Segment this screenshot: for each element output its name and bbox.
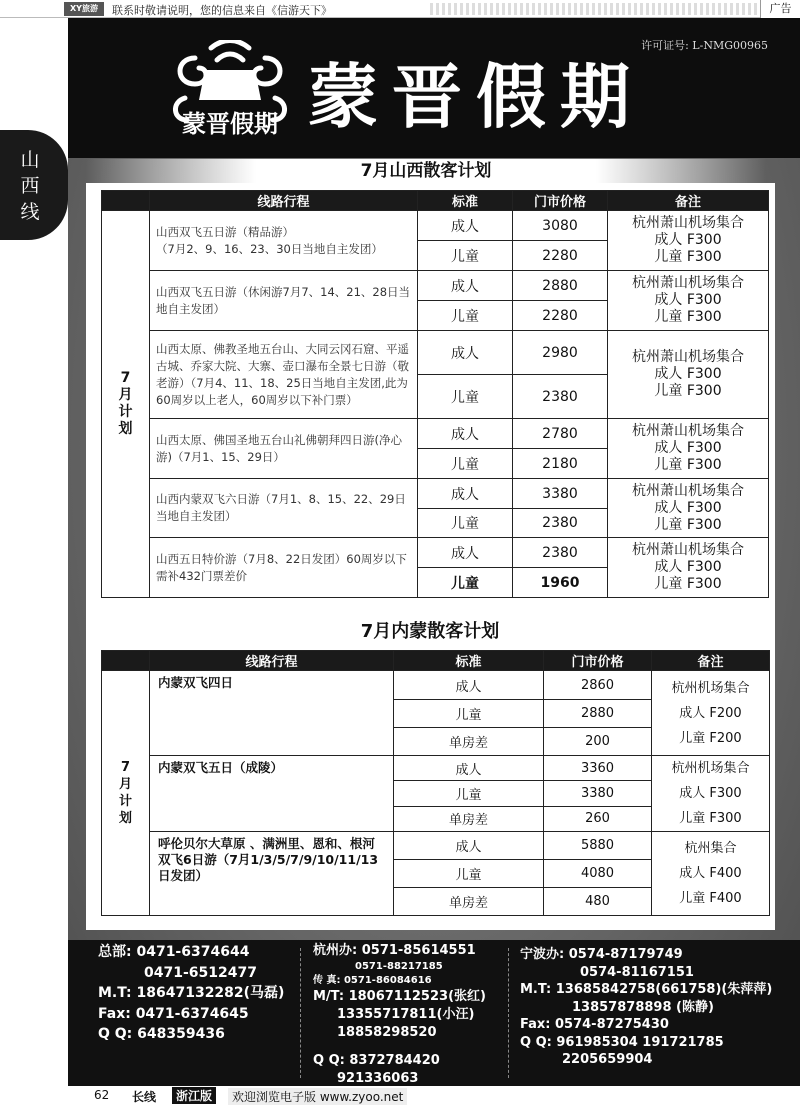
header-note: 备注 xyxy=(652,651,770,671)
note-line: 杭州萧山机场集合 xyxy=(632,275,744,291)
standard-cell: 成人 xyxy=(418,479,513,509)
ad-label: 广告 xyxy=(760,0,800,18)
table-row xyxy=(102,331,769,375)
price-cell: 260 xyxy=(544,806,652,831)
price-cell: 3360 xyxy=(544,756,652,781)
note-line: 成人 F300 xyxy=(654,440,722,456)
standard-cell: 成人 xyxy=(418,419,513,449)
nb-qq-2: 2205659904 xyxy=(562,1052,653,1067)
standard-cell: 成人 xyxy=(418,331,513,375)
note-line: 杭州萧山机场集合 xyxy=(632,542,744,558)
standard-cell: 成人 xyxy=(394,671,544,700)
standard-cell: 单房差 xyxy=(394,806,544,831)
month-char: 7 xyxy=(120,370,131,386)
standard-cell: 儿童 xyxy=(418,449,513,479)
emblem-text: 蒙晋假期 xyxy=(182,109,278,138)
route-description: 山西双飞五日游（精品游） （7月2、9、16、23、30日当地自主发团） xyxy=(150,211,418,271)
publication-logo: XY旅游 xyxy=(64,2,104,16)
standard-cell: 儿童 xyxy=(394,700,544,728)
month-char: 划 xyxy=(118,811,132,826)
route-description: 内蒙双飞四日 xyxy=(150,671,394,756)
header-blank xyxy=(102,651,150,671)
header-route: 线路行程 xyxy=(150,651,394,671)
month-plan-label xyxy=(102,211,150,598)
hq-phone-2: 0471-6512477 xyxy=(144,964,257,981)
price-cell: 2380 xyxy=(513,538,608,568)
note-line: 成人 F300 xyxy=(654,366,722,382)
table-row xyxy=(102,671,770,700)
page-number: 62 xyxy=(94,1088,110,1102)
hz-mobile-3: 18858298520 xyxy=(337,1025,437,1040)
price-cell: 480 xyxy=(544,888,652,916)
nb-office-phone: 宁波办: 0574-87179749 xyxy=(520,947,683,962)
hz-qq-2: 921336063 xyxy=(337,1071,419,1086)
decorative-stripes xyxy=(430,3,760,15)
side-tab-char: 山 xyxy=(20,149,40,171)
side-tab-shanxi-line xyxy=(0,130,68,240)
edition-badge: 浙江版 xyxy=(172,1087,216,1104)
note-line: 儿童 F400 xyxy=(679,891,742,906)
website-link[interactable]: 欢迎浏览电子版 www.zyoo.net xyxy=(228,1088,407,1105)
note-line: 杭州机场集合 xyxy=(671,680,750,696)
license-number: 许可证号: L-NMG00965 xyxy=(641,39,768,52)
price-cell: 3380 xyxy=(513,479,608,509)
standard-cell: 儿童 xyxy=(394,781,544,806)
note-cell xyxy=(652,671,770,756)
contacts-block xyxy=(68,940,800,1086)
nb-mobile: M.T: 13685842758(661758)(朱萍萍) xyxy=(520,982,773,997)
price-cell: 2280 xyxy=(513,241,608,271)
note-cell xyxy=(652,832,770,916)
hz-phone-2: 0571-88217185 xyxy=(355,961,443,972)
nb-qq: Q Q: 961985304 191721785 xyxy=(520,1034,724,1050)
month-char: 计 xyxy=(118,794,132,809)
note-line: 儿童 F300 xyxy=(654,383,722,399)
footer-bar xyxy=(0,1086,800,1105)
note-cell xyxy=(608,538,769,598)
header-standard: 标准 xyxy=(394,651,544,671)
table-row xyxy=(102,211,769,241)
note-line: 杭州萧山机场集合 xyxy=(632,423,744,439)
note-line: 杭州萧山机场集合 xyxy=(632,482,744,499)
header-note: 备注 xyxy=(608,191,769,211)
price-cell: 3080 xyxy=(513,211,608,241)
hz-office-phone: 杭州办: 0571-85614551 xyxy=(313,943,476,958)
table-header-row xyxy=(102,191,769,211)
hq-contacts xyxy=(98,942,284,1045)
note-line: 成人 F300 xyxy=(654,232,722,248)
standard-cell: 儿童 xyxy=(418,301,513,331)
route-description: 山西太原、佛教圣地五台山、大同云冈石窟、平遥古城、乔家大院、大寨、壶口瀑布全景七日游（敬老游）（7月4、11、18、25日当地自主发团,此为60周岁以上老人，60周岁以下补门票） xyxy=(150,331,418,419)
note-line: 儿童 F300 xyxy=(654,457,722,473)
note-line: 成人 F300 xyxy=(654,559,722,575)
note-cell xyxy=(608,331,769,419)
hz-qq: Q Q: 8372784420 xyxy=(313,1053,440,1068)
note-line: 儿童 F300 xyxy=(654,576,722,592)
standard-cell: 成人 xyxy=(394,832,544,860)
standard-cell: 单房差 xyxy=(394,888,544,916)
header-price: 门市价格 xyxy=(513,191,608,211)
hz-mobile-2: 13355717811(小汪) xyxy=(337,1007,475,1022)
price-cell: 2860 xyxy=(544,671,652,700)
standard-cell: 儿童 xyxy=(418,375,513,419)
divider xyxy=(300,948,301,1078)
note-line: 成人 F300 xyxy=(654,292,722,308)
side-tab-char: 西 xyxy=(20,175,40,197)
standard-cell: 儿童 xyxy=(418,241,513,271)
hq-fax: Fax: 0471-6374645 xyxy=(98,1005,249,1022)
note-cell xyxy=(608,211,769,271)
hq-qq: Q Q: 648359436 xyxy=(98,1026,225,1042)
nb-phone-2: 0574-81167151 xyxy=(580,964,694,980)
table-row xyxy=(102,756,770,781)
side-tab-char: 线 xyxy=(20,201,40,223)
price-cell: 2780 xyxy=(513,419,608,449)
note-line: 儿童 F300 xyxy=(654,516,722,533)
ningbo-contacts xyxy=(520,946,772,1069)
price-cell: 1960 xyxy=(513,568,608,598)
note-line: 儿童 F200 xyxy=(679,730,742,746)
brand-title: 蒙晋假期 xyxy=(308,55,644,138)
standard-cell: 成人 xyxy=(394,756,544,781)
neimeng-price-table xyxy=(101,650,770,916)
price-cell: 200 xyxy=(544,728,652,756)
table-row xyxy=(102,479,769,509)
hz-fax: 传 真: 0571-86084616 xyxy=(313,975,432,986)
note-line: 成人 F400 xyxy=(679,866,742,881)
table-row xyxy=(102,419,769,449)
brand-emblem-icon xyxy=(165,40,295,145)
divider xyxy=(508,948,509,1078)
table-row xyxy=(102,271,769,301)
route-description: 呼伦贝尔大草原 、满洲里、恩和、根河 双飞6日游（7月1/3/5/7/9/10/11/13日发团） xyxy=(150,832,394,916)
route-description: 山西五日特价游（7月8、22日发团）60周岁以下需补432门票差价 xyxy=(150,538,418,598)
month-plan-label xyxy=(102,671,150,916)
note-line: 儿童 F300 xyxy=(679,811,742,826)
standard-cell: 成人 xyxy=(418,271,513,301)
price-cell: 2280 xyxy=(513,301,608,331)
month-char: 划 xyxy=(118,421,133,437)
standard-cell: 成人 xyxy=(418,538,513,568)
shanxi-section-title: 7月山西散客计划 xyxy=(86,159,766,183)
hq-phone: 总部: 0471-6374644 xyxy=(98,944,250,960)
month-char: 计 xyxy=(118,404,133,420)
price-cell: 4080 xyxy=(544,860,652,888)
note-line: 杭州萧山机场集合 xyxy=(632,349,744,365)
month-char: 月 xyxy=(118,387,133,403)
nb-fax: Fax: 0574-87275430 xyxy=(520,1017,669,1032)
price-cell: 2180 xyxy=(513,449,608,479)
table-header-row xyxy=(102,651,770,671)
hz-mobile: M/T: 18067112523(张红) xyxy=(313,989,486,1004)
note-line: 成人 F300 xyxy=(654,499,722,516)
note-line: 杭州集合 xyxy=(684,841,737,856)
standard-cell: 儿童 xyxy=(418,568,513,598)
standard-cell: 儿童 xyxy=(394,860,544,888)
neimeng-section-title: 7月内蒙散客计划 xyxy=(360,621,500,642)
hangzhou-contacts xyxy=(313,942,486,1088)
note-line: 成人 F300 xyxy=(679,786,742,801)
price-cell: 2380 xyxy=(513,375,608,419)
note-line: 儿童 F300 xyxy=(654,249,722,265)
price-cell: 3380 xyxy=(544,781,652,806)
note-cell xyxy=(608,419,769,479)
route-description: 山西太原、佛国圣地五台山礼佛朝拜四日游(净心游)（7月1、15、29日） xyxy=(150,419,418,479)
note-cell xyxy=(608,271,769,331)
table-row xyxy=(102,832,770,860)
price-cell: 2880 xyxy=(513,271,608,301)
price-cell: 2380 xyxy=(513,509,608,538)
header-route: 线路行程 xyxy=(150,191,418,211)
route-description: 山西内蒙双飞六日游（7月1、8、15、22、29日当地自主发团） xyxy=(150,479,418,538)
contact-notice: 联系时敬请说明，您的信息来自《信游天下》 xyxy=(112,4,332,17)
note-line: 儿童 F300 xyxy=(654,309,722,325)
price-cell: 2880 xyxy=(544,700,652,728)
month-char: 月 xyxy=(118,777,132,792)
standard-cell: 单房差 xyxy=(394,728,544,756)
standard-cell: 儿童 xyxy=(418,509,513,538)
note-line: 杭州萧山机场集合 xyxy=(632,215,744,231)
header-standard: 标准 xyxy=(418,191,513,211)
magazine-section: 长线 xyxy=(132,1090,157,1104)
note-line: 成人 F200 xyxy=(679,705,742,721)
shanxi-price-table xyxy=(101,190,769,598)
note-cell xyxy=(652,756,770,832)
month-char: 7 xyxy=(120,760,131,775)
top-bar xyxy=(0,0,800,18)
standard-cell: 成人 xyxy=(418,211,513,241)
price-cell: 5880 xyxy=(544,832,652,860)
hq-mobile: M.T: 18647132282(马磊) xyxy=(98,985,285,1001)
route-description: 山西双飞五日游（休闲游7月7、14、21、28日当地自主发团） xyxy=(150,271,418,331)
header-blank xyxy=(102,191,150,211)
note-cell xyxy=(608,479,769,538)
route-description: 内蒙双飞五日（成陵） xyxy=(150,756,394,832)
nb-mobile-2: 13857878898 (陈静) xyxy=(572,999,714,1015)
note-line: 杭州机场集合 xyxy=(671,761,750,776)
header-price: 门市价格 xyxy=(544,651,652,671)
table-row xyxy=(102,538,769,568)
price-cell: 2980 xyxy=(513,331,608,375)
